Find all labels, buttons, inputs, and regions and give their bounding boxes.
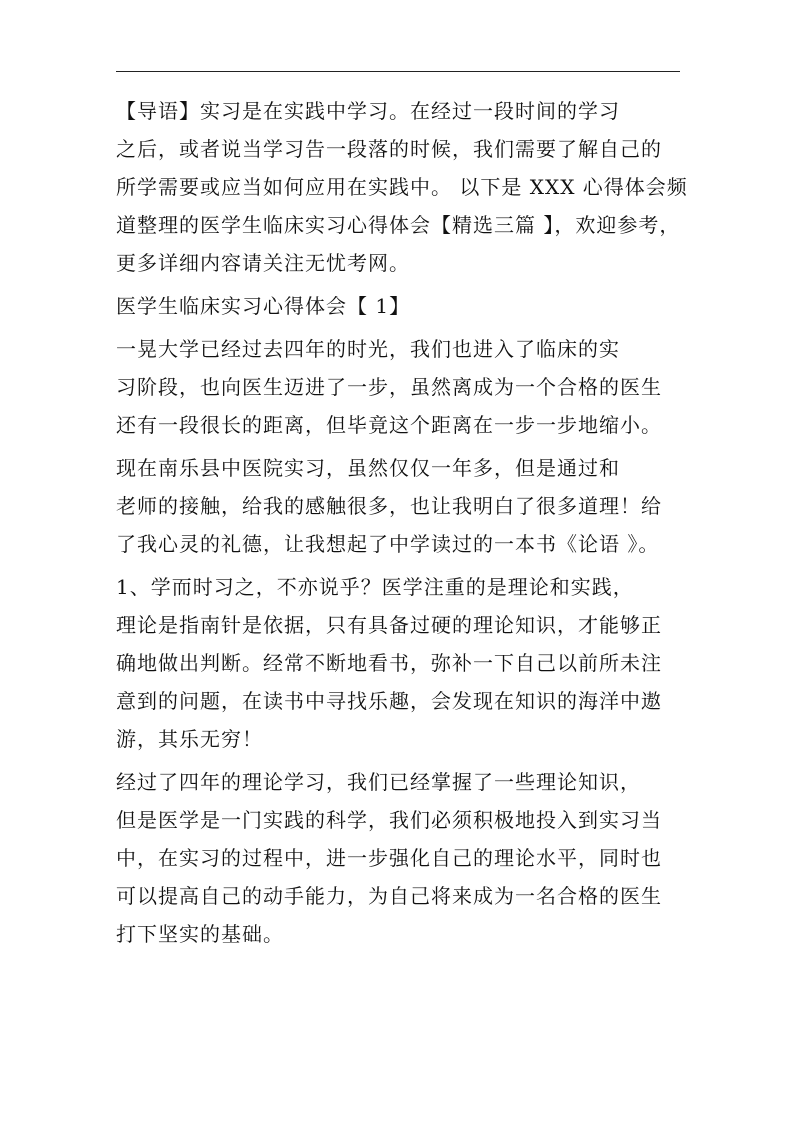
paragraph xyxy=(116,763,676,953)
text-line: 确地做出判断。经常不断地看书，弥补一下自己以前所未注 xyxy=(116,651,662,675)
header-rule xyxy=(116,71,680,72)
text-line: 道整理的医学生临床实习心得体会【精选三篇 】，欢迎参考， xyxy=(116,213,681,237)
text-line: 现在南乐县中医院实习，虽然仅仅一年多，但是通过和 xyxy=(116,456,620,480)
document-body xyxy=(116,92,688,953)
paragraph xyxy=(116,449,676,563)
text-line: 所学需要或应当如何应用在实践中。 以下是 XXX 心得体会频 xyxy=(116,175,688,199)
text-line: 意到的问题，在读书中寻找乐趣，会发现在知识的海洋中遨 xyxy=(116,689,662,713)
text-line: 经过了四年的理论学习，我们已经掌握了一些理论知识， xyxy=(116,770,641,794)
text-line: 但是医学是一门实践的科学，我们必须积极地投入到实习当 xyxy=(116,808,662,832)
text-line: 之后，或者说当学习告一段落的时候，我们需要了解自己的 xyxy=(116,137,662,161)
section-heading-text: 医学生临床实习心得体会【 1】 xyxy=(116,294,411,318)
text-line: 一晃大学已经过去四年的时光，我们也进入了临床的实 xyxy=(116,337,620,361)
text-line: 1、学而时习之，不亦说乎？医学注重的是理论和实践， xyxy=(116,575,634,599)
section-heading xyxy=(116,287,676,325)
text-line: 中，在实习的过程中，进一步强化自己的理论水平，同时也 xyxy=(116,846,662,870)
text-line: 【导语】实习是在实践中学习。在经过一段时间的学习 xyxy=(116,99,620,123)
text-line: 理论是指南针是依据，只有具备过硬的理论知识，才能够正 xyxy=(116,613,662,637)
text-line: 游，其乐无穷！ xyxy=(116,727,263,751)
text-line: 了我心灵的礼德，让我想起了中学读过的一本书《论语 》。 xyxy=(116,532,660,556)
text-line: 可以提高自己的动手能力，为自己将来成为一名合格的医生 xyxy=(116,884,662,908)
paragraph-intro xyxy=(116,92,688,282)
text-line: 习阶段，也向医生迈进了一步，虽然离成为一个合格的医生 xyxy=(116,375,662,399)
text-line: 打下坚实的基础。 xyxy=(116,922,284,946)
paragraph xyxy=(116,330,676,444)
text-line: 更多详细内容请关注无忧考网。 xyxy=(116,251,410,275)
text-line: 还有一段很长的距离，但毕竟这个距离在一步一步地缩小。 xyxy=(116,413,662,437)
paragraph xyxy=(116,568,676,758)
text-line: 老师的接触，给我的感触很多，也让我明白了很多道理！给 xyxy=(116,494,662,518)
